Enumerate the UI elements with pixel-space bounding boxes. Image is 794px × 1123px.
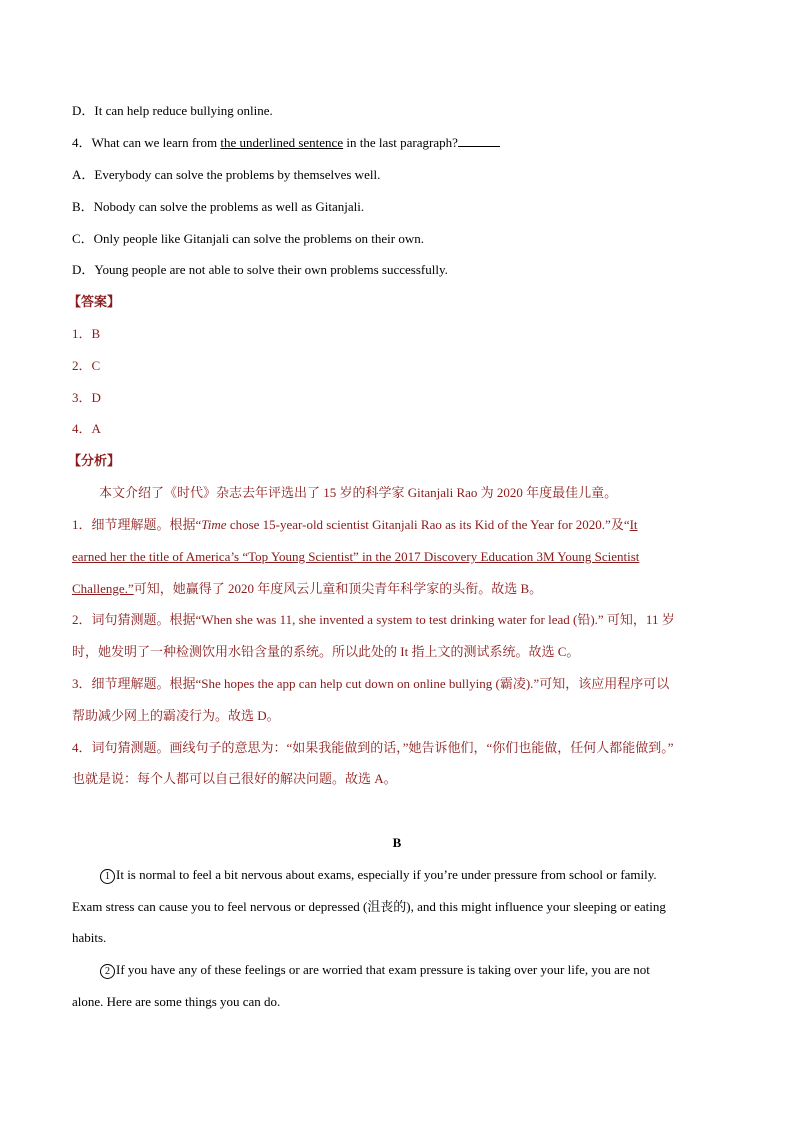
question4-underlined-text: the underlined sentence: [220, 135, 344, 150]
question4-stem-before: 4．What can we learn from: [72, 135, 221, 150]
analysis-item1-underlined-middle: earned her the title of America’s “Top Young Scientist” in the 2017 Discovery Education 3M Young Scientist: [72, 549, 640, 564]
question4-stem: [72, 135, 500, 151]
analysis-item4-line1: 4．词句猜测题。画线句子的意思为：“如果我能做到的话，”她告诉他们，“你们也能做，任何人都能做到。”: [72, 740, 674, 755]
question4-option-a: A．Everybody can solve the problems by themselves well.: [72, 167, 381, 182]
paragraph-number-1: 1: [100, 869, 115, 884]
answer-item-4: 4．A: [72, 421, 101, 436]
passage-b-para2-line2: alone. Here are some things you can do.: [72, 994, 281, 1009]
analysis-item1-rest: chose 15-year-old scientist Gitanjali Rao as its Kid of the Year for 2020.”及“: [226, 517, 630, 532]
answer-item-2: 2．C: [72, 358, 101, 373]
analysis-item1-line3: [72, 581, 542, 597]
analysis-item3-line1: 3．细节理解题。根据“She hopes the app can help cut down on online bullying (霸凌).”可知，该应用程序可以: [72, 676, 670, 691]
passage-b-para1-line1: [100, 867, 657, 884]
passage-b-para1-line3: habits.: [72, 930, 107, 945]
analysis-item2-line1: 2．词句猜测题。根据“When she was 11, she invented a system to test drinking water for lead (铅).” 可知，11 岁: [72, 612, 675, 627]
analysis-item2-line2: 时，她发明了一种检测饮用水铅含量的系统。所以此处的 It 指上文的测试系统。故选 C。: [72, 644, 580, 659]
question4-option-c: C．Only people like Gitanjali can solve the problems on their own.: [72, 231, 425, 246]
passage-b-para1-line2: Exam stress can cause you to feel nervous or depressed (沮丧的), and this might influence your sleeping or eating: [72, 899, 666, 914]
analysis-item1-underlined-start: It: [629, 517, 638, 532]
answer-blank: [458, 135, 500, 147]
analysis-item1-line2: [72, 549, 639, 565]
analysis-item1-prefix: 1．细节理解题。根据“: [72, 517, 202, 532]
paragraph-number-2: 2: [100, 964, 115, 979]
analysis-item3-line2: 帮助减少网上的霸凌行为。故选 D。: [72, 708, 280, 723]
question4-stem-after: in the last paragraph?: [343, 135, 458, 150]
analysis-intro: 本文介绍了《时代》杂志去年评选出了 15 岁的科学家 Gitanjali Rao 为 2020 年度最佳儿童。: [99, 485, 618, 500]
passage-b-para2-line1: [100, 962, 650, 979]
analysis-item4-line2: 也就是说：每个人都可以自己很好的解决问题。故选 A。: [72, 771, 397, 786]
answer-item-1: 1．B: [72, 326, 101, 341]
answer-header: 【答案】: [68, 294, 121, 309]
analysis-item1-line1: [72, 517, 638, 533]
analysis-header: 【分析】: [68, 453, 121, 468]
question4-option-b: B．Nobody can solve the problems as well as Gitanjali.: [72, 199, 365, 214]
passage-b-title: B: [392, 835, 402, 850]
question4-option-d: D．Young people are not able to solve their own problems successfully.: [72, 262, 448, 277]
para1-text-line1: It is normal to feel a bit nervous about exams, especially if you’re under pressure from school or family.: [116, 867, 657, 882]
para2-text-line1: If you have any of these feelings or are worried that exam pressure is taking over your life, you are not: [116, 962, 650, 977]
analysis-item1-italic: Time: [201, 517, 227, 532]
question3-option-d: D．It can help reduce bullying online.: [72, 103, 273, 118]
analysis-item1-conclusion: 可知，她赢得了 2020 年度风云儿童和顶尖青年科学家的头衔。故选 B。: [133, 581, 543, 596]
analysis-item1-underlined-end: Challenge.”: [72, 581, 134, 596]
answer-item-3: 3．D: [72, 390, 101, 405]
